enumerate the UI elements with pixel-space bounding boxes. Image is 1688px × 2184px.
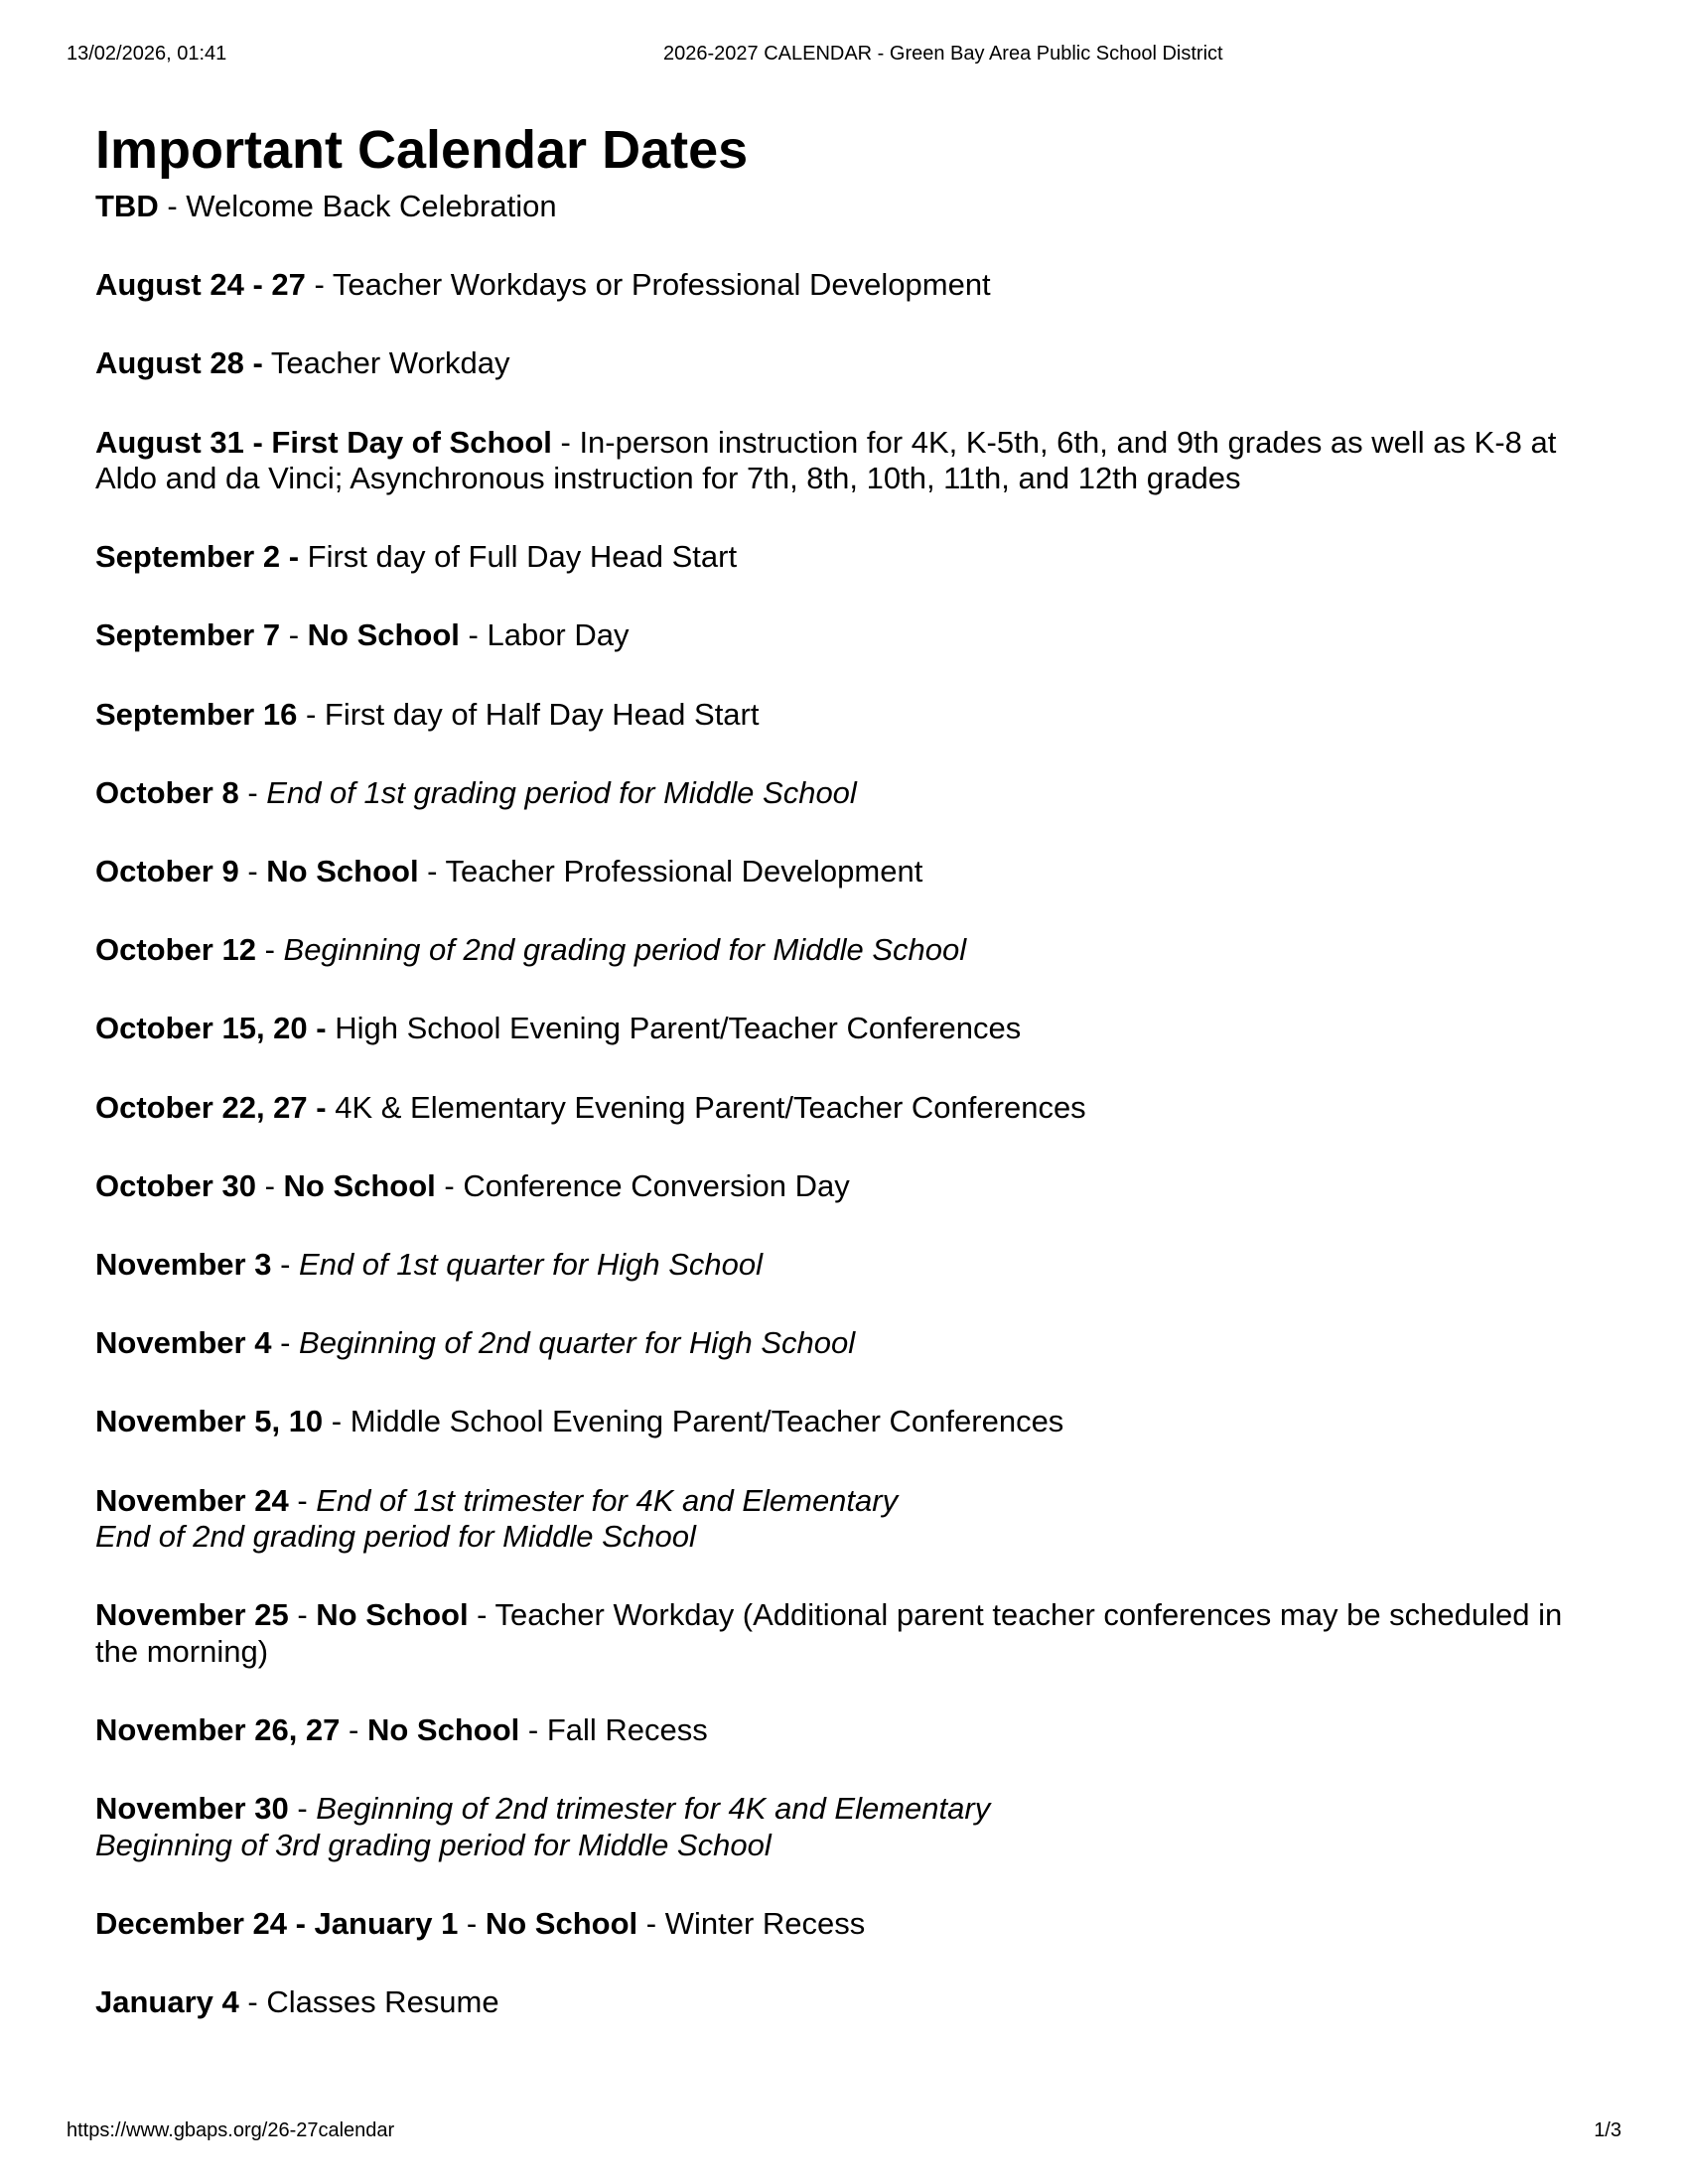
entry-date: October 22, 27 - [95,1089,327,1125]
entry-text: No School [307,617,460,653]
entry-date: October 8 [95,774,239,810]
entry-note: Beginning of 2nd grading period for Middle School [283,932,967,968]
entry-text: - [271,1325,300,1361]
calendar-date-entry [95,1090,1595,1127]
calendar-date-entry [95,617,1595,654]
entry-text: - [340,1711,367,1747]
calendar-date-entry [95,1906,1595,1943]
entry-text: - [271,1246,300,1282]
entry-text: - First day of Half Day Head Start [297,696,760,732]
entry-text: No School [485,1905,638,1941]
entry-text: - Teacher Professional Development [418,854,923,888]
calendar-date-entry [95,1011,1595,1047]
entry-text: First day of Full Day Head Start [299,539,738,575]
entry-date: October 30 [95,1167,256,1203]
print-header-title: 2026-2027 CALENDAR - Green Bay Area Public School District [663,43,1223,65]
calendar-date-entry [95,1247,1595,1284]
entry-date: November 25 [95,1597,289,1633]
calendar-date-entry [95,1168,1595,1205]
calendar-date-entry [95,1712,1595,1749]
entry-note: Beginning of 2nd quarter for High School [299,1325,856,1361]
entry-note: End of 1st quarter for High School [299,1246,764,1282]
entry-text: - [255,932,284,968]
calendar-dates-list [95,189,1595,2020]
entry-text: No School [366,1711,520,1747]
entry-text: - [458,1905,486,1941]
entry-note: Beginning of 2nd trimester for 4K and Elementary [316,1791,991,1827]
entry-text: No School [316,1597,469,1633]
entry-text: - Winter Recess [637,1905,866,1941]
entry-text: - Teacher Workday (Additional parent teacher conferences may be scheduled in the morning) [95,1597,1563,1669]
entry-date: November 30 [95,1791,289,1827]
calendar-date-entry [95,932,1595,969]
entry-date: September 7 [95,617,281,653]
entry-text: - In-person instruction for 4K, K-5th, 6th, and 9th grades as well as K-8 at Aldo and da Vinci; Asynchronous instruction for 7th, 8th, 10th, 11th, and 12th grades [95,424,1557,496]
entry-date: September 2 - [95,539,300,575]
entry-note: End of 1st trimester for 4K and Elementary [316,1482,899,1518]
entry-text: - [288,1482,317,1518]
entry-text: - Fall Recess [519,1711,708,1747]
entry-text: - Teacher Workdays or Professional Development [305,267,991,303]
entry-text: 4K & Elementary Evening Parent/Teacher Conferences [326,1089,1086,1125]
calendar-date-entry [95,425,1595,497]
entry-text: - Welcome Back Celebration [158,189,557,223]
entry-text: No School [283,1167,436,1203]
calendar-date-entry [95,1404,1595,1440]
entry-text: - [255,1167,284,1203]
entry-date: August 28 - [95,345,263,381]
calendar-date-entry [95,1483,1595,1556]
entry-text: - [238,854,267,888]
calendar-date-entry [95,854,1595,890]
entry-date: January 4 [95,1983,239,2019]
calendar-date-entry [95,189,1595,225]
entry-text: Teacher Workday [262,345,510,381]
calendar-date-entry [95,539,1595,576]
calendar-date-entry [95,1791,1595,1863]
entry-date: September 16 [95,696,298,732]
entry-date: November 4 [95,1325,272,1361]
entry-text: - [280,617,308,653]
print-footer-page-number: 1/3 [1594,2119,1621,2141]
print-header-datetime: 13/02/2026, 01:41 [67,43,227,65]
page-title: Important Calendar Dates [95,120,749,180]
calendar-date-entry [95,697,1595,734]
entry-text: - Conference Conversion Day [435,1167,850,1203]
calendar-content [95,119,1595,2063]
calendar-date-entry [95,1597,1595,1670]
calendar-date-entry [95,345,1595,382]
entry-note: Beginning of 3rd grading period for Middle School [95,1827,772,1862]
entry-date: November 5, 10 [95,1404,324,1439]
entry-date: August 31 - First Day of School [95,424,552,460]
entry-date: December 24 - January 1 [95,1905,459,1941]
entry-date: October 15, 20 - [95,1011,327,1046]
entry-date: October 9 [95,854,239,888]
entry-date: November 26, 27 [95,1711,341,1747]
entry-text: - [238,774,267,810]
entry-date: October 12 [95,932,256,968]
print-footer-url: https://www.gbaps.org/26-27calendar [67,2119,395,2141]
calendar-date-entry [95,1325,1595,1362]
entry-date: November 24 [95,1482,289,1518]
entry-text: - Classes Resume [238,1983,499,2019]
entry-text: - [288,1597,317,1633]
entry-text: - Labor Day [459,617,630,653]
entry-note: End of 2nd grading period for Middle School [95,1519,696,1554]
calendar-date-entry [95,775,1595,812]
entry-text: No School [266,854,419,888]
calendar-date-entry [95,267,1595,304]
entry-date: August 24 - 27 [95,267,306,303]
entry-text: - [288,1791,317,1827]
entry-date: November 3 [95,1246,272,1282]
entry-note: End of 1st grading period for Middle School [266,774,857,810]
entry-text: - Middle School Evening Parent/Teacher Conferences [323,1404,1064,1439]
entry-date: TBD [95,189,159,223]
entry-text: High School Evening Parent/Teacher Conferences [326,1011,1022,1046]
calendar-date-entry [95,1984,1595,2021]
